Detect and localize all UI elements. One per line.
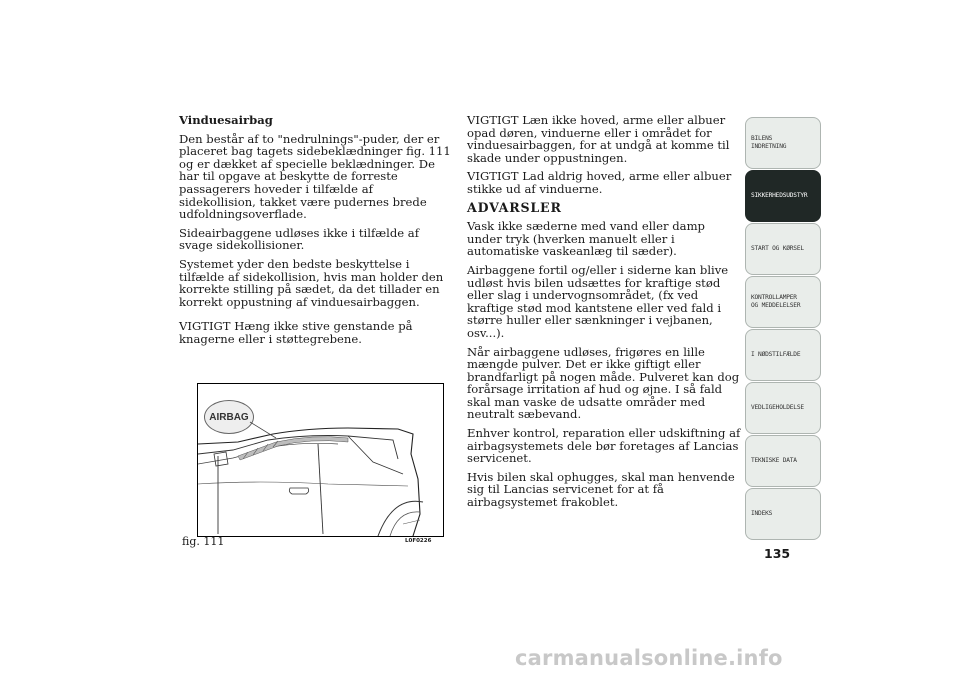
paragraph: Enhver kontrol, reparation eller udskiftning af airbagsystemets dele bør foretages af Lancias servicenet. [467,426,741,466]
tab-bilens-indretning[interactable]: BILENS INDRETNING [745,117,821,169]
paragraph: Airbaggene fortil og/eller i siderne kan blive udløst hvis bilen udsættes for kraftige stød eller slag i undervognsområdet, (fx ved kraftige stød mod kantstene eller ved fald i større huller eller sænkninger i vejbanen, osv...). [467,262,729,340]
figure-caption: fig. 111 [182,535,225,548]
paragraph: Når airbaggene udløses, frigøres en lille mængde pulver. Det er ikke giftigt eller brandfarligt på nogen måde. Pulveret kan dog forårsage irritation af hud og øjne. I så fald skal man vaske de udsatte områder med neutralt sæbevand. [467,344,740,422]
warnings-heading: ADVARSLER [467,199,562,215]
important-note: VIGTIGT Hæng ikke stive genstande på knagerne eller i støttegrebene. [179,319,413,346]
tab-i-nodstilfaelde[interactable]: I NØDSTILFÆLDE [745,329,821,381]
paragraph: Vask ikke sæderne med vand eller damp under tryk (hverken manuelt eller i automatiske vaskeanlæg til sæder). [467,219,705,259]
paragraph: Den består af to "nedrulnings"-puder, der er placeret bag tagets sidebeklædninger fig. 111 og er dækket af specielle beklædninger. De har til opgave at beskytte de forreste passagerers hoveder i tilfælde af sidekollision, takket være pudernes brede udfoldningsoverflade. [179,131,451,222]
pointer-line [198,384,443,536]
paragraph: Systemet yder den bedste beskyttelse i tilfælde af sidekollision, hvis man holder den korrekte stilling på sædet, da det tillader en korrekt oppustning af vinduesairbaggen. [179,256,444,309]
right-column [467,114,741,515]
section-heading: Vinduesairbag [179,113,273,127]
chapter-tabs [745,117,821,542]
important-note: VIGTIGT Lad aldrig hoved, arme eller albuer stikke ud af vinduerne. [467,169,732,196]
figure-code: L0F0226 [405,538,432,544]
figure-car-side-airbag [197,383,444,537]
tab-kontrollamper[interactable]: KONTROLLAMPER OG MEDDELELSER [745,276,821,328]
tab-vedligeholdelse[interactable]: VEDLIGEHOLDELSE [745,382,821,434]
page-number: 135 [764,546,791,561]
left-column [179,114,451,352]
airbag-badge-label: AIRBAG [209,411,249,423]
paragraph: Sideairbaggene udløses ikke i tilfælde af svage sidekollisioner. [179,225,420,253]
paragraph: Hvis bilen skal ophugges, skal man henvende sig til Lancias servicenet for at få airbagsystemet frakoblet. [467,469,735,510]
tab-start-og-korsel[interactable]: START OG KØRSEL [745,223,821,275]
tab-tekniske-data[interactable]: TEKNISKE DATA [745,435,821,487]
watermark: carmanualsonline.info [515,646,783,670]
tab-sikkerhedsudstyr[interactable]: SIKKERHEDSUDSTYR [745,170,821,222]
tab-indeks[interactable]: INDEKS [745,488,821,540]
important-note: VIGTIGT Læn ikke hoved, arme eller albuer opad døren, vinduerne eller i området for vinduesairbaggen, for at undgå at komme til skade under oppustningen. [467,113,730,165]
